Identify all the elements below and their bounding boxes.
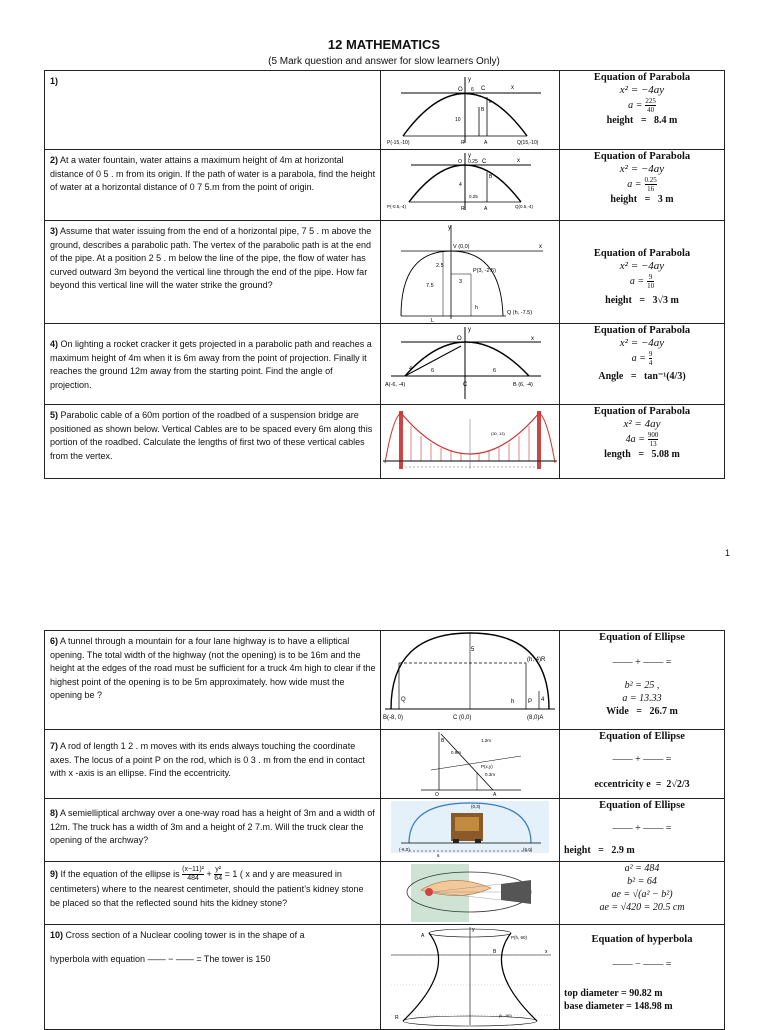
fig-label: 4 (409, 366, 413, 372)
cooling-tower-hyperbola-figure (381, 925, 559, 1029)
answer-a-numerator: 9 (648, 273, 653, 281)
fig-label: 0.3m (485, 772, 496, 777)
answer-cell (560, 150, 725, 221)
question-text: Assume that water issuing from the end of a horizontal pipe, 7 5 . m above the ground, describes a parabolic path. The vertex of the parabolic path is at the end of the pipe. At a position 2 5 . m below the line of the pipe, the flow of water has curved outward 3m beyond the vertical line through the end of the pipe. How far beyond this vertical line will the water strike the ground? (50, 226, 372, 290)
question-cell (45, 150, 381, 221)
question-text: A tunnel through a mountain for a four lane highway is to have a elliptical opening. The total width of the highway (not the opening) is to be 16m and the height at the edges of the road must be sufficient for a truck 4m high to clear if the highest point of the opening is to be 5m approximately. how wide must the opening be ? (50, 636, 376, 700)
fig-label: R (461, 140, 465, 146)
answer-cell (560, 324, 725, 405)
question-cell (45, 221, 381, 324)
fig-label: O (458, 159, 462, 165)
table-row (45, 150, 725, 221)
fig-label: P(-15,-10) (387, 140, 410, 146)
answer-line: ae = √(a² − b²) (611, 889, 673, 900)
fig-label: C (463, 382, 468, 388)
page-subtitle: (5 Mark question and answer for slow learners Only) (268, 56, 500, 67)
fig-label: P(3, -2.5) (473, 268, 496, 274)
equation-equals: = 1 (224, 868, 238, 879)
answer-a-denominator: 16 (647, 185, 655, 193)
equation-plus: + (206, 868, 212, 879)
fig-label: 0.9m (451, 750, 462, 755)
fig-label: (-6,0) (399, 847, 410, 852)
answer-result-value: 3√3 m (652, 295, 679, 306)
question-cell (45, 405, 381, 479)
fig-label: O (458, 87, 463, 93)
answer-result-eq: = (639, 295, 646, 306)
table-row (45, 324, 725, 405)
question-text-line2: hyperbola with equation —— − —— = The tower is 150 (50, 953, 271, 964)
answer-result-label: Wide (606, 706, 629, 717)
fig-label: 2.5 (436, 263, 444, 269)
question-text: At a water fountain, water attains a maximum height of 4m at horizontal distance of 0 5 . m from its origin. If the path of water is a parabola, find the height of water at a horizontal distance of 0 7 5.m from the point of origin. (50, 155, 376, 192)
fig-label: P(h, 60) (511, 935, 528, 940)
answer-cell (560, 799, 725, 862)
answer-result-label: height (605, 295, 632, 306)
fig-label: (k, -90) (499, 1013, 512, 1018)
answer-line: b² = 64 (627, 876, 657, 887)
fig-label: A(-6, -4) (385, 382, 406, 388)
answer-result-label: height (606, 115, 634, 126)
equation-denominator: 64 (214, 875, 223, 882)
answer-cell (560, 71, 725, 150)
parabola-figure-1 (381, 71, 559, 149)
fig-label: A (421, 933, 425, 939)
table-row (45, 730, 725, 799)
question-number: 1) (50, 76, 59, 86)
fig-label: 6 (493, 368, 497, 374)
rod-ellipse-figure (381, 730, 559, 798)
page-title: 12 MATHEMATICS (327, 37, 441, 52)
answer-equation: x² = −4ay (619, 84, 665, 96)
answer-result-base: base diameter = 148.98 m (564, 1001, 673, 1012)
answer-heading: Equation of hyperbola (591, 934, 693, 945)
page-2 (0, 580, 768, 1024)
answer-line: —— + —— = (612, 657, 672, 668)
fig-label: 10 (455, 117, 461, 123)
table-row (45, 631, 725, 730)
question-text-intro: If the equation of the ellipse is (60, 868, 180, 879)
figure-cell (381, 221, 560, 324)
fig-label: C (0,0) (453, 715, 472, 721)
answer-heading: Equation of Parabola (593, 248, 691, 259)
fig-label: A (484, 206, 488, 212)
question-number: 6) (50, 636, 59, 646)
table-row (45, 862, 725, 925)
figure-cell (381, 324, 560, 405)
answer-result-value: 8.4 m (654, 115, 678, 126)
fig-label: 5 (471, 647, 475, 653)
question-cell (45, 730, 381, 799)
fig-label: B (481, 107, 485, 113)
answer-cell (560, 405, 725, 479)
answer-heading: Equation of Parabola (593, 406, 691, 417)
fig-label: x (531, 336, 534, 342)
answer-equation: x² = −4ay (619, 260, 665, 272)
fig-label: k (489, 99, 492, 105)
fig-label: 6 (431, 368, 435, 374)
answer-a-denominator: 40 (647, 106, 655, 114)
answer-result-eq: = (630, 371, 637, 382)
question-cell (45, 925, 381, 1030)
bridge-figure (381, 405, 559, 478)
parabola-figure-2 (381, 150, 559, 220)
answer-a-label: a = (628, 100, 643, 111)
fig-label: h (475, 305, 479, 311)
fig-label: 1.2m (481, 738, 492, 743)
fig-label: Q (401, 697, 406, 703)
tunnel-ellipse-figure (381, 631, 559, 729)
answer-a-denominator: 13 (649, 440, 657, 448)
fig-label: B(-8, 0) (383, 715, 404, 721)
question-table-1 (44, 70, 725, 479)
answer-a-numerator: 0.25 (644, 176, 657, 184)
fig-label: 7.5 (426, 283, 434, 289)
answer-result-label: eccentricity e (594, 779, 651, 790)
fig-label: P (528, 699, 533, 705)
answer-a-label: a = (629, 276, 645, 287)
answer-a-numerator: 9 (648, 350, 653, 358)
answer-equation: x² = −4ay (619, 163, 665, 175)
fig-label: 6 (471, 87, 474, 93)
fig-label: y (448, 225, 451, 231)
figure-cell (381, 925, 560, 1030)
answer-result-eq: = (636, 706, 642, 717)
answer-result-eq: = (638, 449, 645, 460)
question-text: A rod of length 1 2 . m moves with its ends always touching the coordinate axes. The locus of a point P on the rod, which is 0 3 . m from the end in contact with x -axis is an ellipse. Find the eccentricity. (50, 741, 365, 778)
fig-label: R (461, 206, 465, 212)
answer-line: —— + —— = (612, 823, 672, 834)
question-cell (45, 631, 381, 730)
fig-label: 4 (459, 182, 462, 188)
question-table-2 (44, 630, 725, 1030)
equation-denominator: 484 (187, 875, 199, 882)
answer-result-eq: = (640, 115, 647, 126)
question-text: Cross section of a Nuclear cooling tower is in the shape of a (65, 930, 305, 940)
figure-cell (381, 71, 560, 150)
answer-heading: Equation of Parabola (593, 72, 691, 83)
answer-result-top: top diameter = 90.82 m (564, 988, 663, 999)
answer-a-label: 4a = (625, 434, 645, 445)
question-number: 3) (50, 226, 59, 236)
figure-cell (381, 862, 560, 925)
answer-line: ae = √420 = 20.5 cm (599, 902, 685, 913)
fig-label: L (431, 318, 435, 323)
fig-label: B (493, 949, 497, 955)
fig-label: O (457, 336, 462, 342)
answer-result-value: 2.9 m (611, 845, 635, 856)
table-row (45, 799, 725, 862)
fig-label: y (468, 327, 471, 333)
answer-line: a = 13.33 (622, 693, 662, 704)
answer-result-eq: = (644, 194, 651, 205)
figure-cell (381, 405, 560, 479)
question-number: 7) (50, 741, 59, 751)
fig-label: Q(0.5,-4) (515, 204, 534, 209)
answer-cell (560, 221, 725, 324)
question-number: 9) (50, 868, 59, 879)
fig-label: Q (h, -7.5) (507, 310, 533, 316)
fig-label: 4 (541, 697, 545, 703)
fig-label: (0,3) (471, 804, 481, 809)
table-row (45, 71, 725, 150)
answer-result-value: 3 m (657, 194, 674, 205)
fig-label: x (511, 85, 514, 91)
question-cell (45, 71, 381, 150)
fig-label: x (539, 244, 542, 250)
answer-cell (560, 925, 725, 1030)
question-text: Parabolic cable of a 60m portion of the roadbed of a suspension bridge are positioned as shown below. Vertical Cables are to be spaced every 6m along this portion of the roadbed. Calculate the lengths of first two of these vertical cables from the vertex. (50, 410, 373, 461)
fig-label: B (489, 174, 493, 180)
answer-result-value: 2√2/3 (666, 779, 690, 790)
answer-a-numerator: 225 (645, 97, 656, 105)
answer-result-value: tan⁻¹(4/3) (644, 371, 686, 382)
figure-cell (381, 150, 560, 221)
fig-label: C (482, 159, 487, 165)
fig-label: (h, 4)R (527, 657, 546, 663)
answer-result-label: height (564, 845, 591, 856)
figure-cell (381, 730, 560, 799)
fig-label: Q(15,-10) (517, 140, 539, 146)
answer-result-value: 26.7 m (649, 706, 678, 717)
fig-label: x (517, 158, 520, 164)
fig-label: y (468, 77, 471, 83)
question-text: On lighting a rocket cracker it gets projected in a parabolic path and reaches a maximum height of 4m when it is 6m away from the point of projection. Finally it reaches the ground 12m away from the starting point. Find the angle of projection. (50, 339, 372, 390)
answer-a-denominator: 4 (648, 359, 653, 367)
answer-cell (560, 730, 725, 799)
answer-heading: Equation of Ellipse (599, 632, 685, 643)
question-text: ( x and y are measured in centimeters) where to the nearest centimeter, should the patient’s kidney stone be placed so that the reflected sound hits the kidney stone? (50, 868, 364, 908)
fig-label: B (441, 738, 445, 744)
answer-a-label: a = (631, 353, 646, 364)
fig-label: 3 (459, 279, 463, 285)
fig-label: B (6, -4) (513, 382, 533, 388)
answer-a-label: a = (627, 179, 642, 190)
question-cell (45, 799, 381, 862)
fig-label: (30, 13) (491, 431, 505, 436)
fig-label: V (0,0) (453, 244, 470, 250)
answer-cell (560, 631, 725, 730)
answer-a-denominator: 10 (647, 282, 655, 290)
answer-a-numerator: 900 (647, 431, 659, 439)
fig-label: R (395, 1015, 399, 1021)
fig-label: y (472, 927, 475, 933)
fig-label: A (484, 140, 488, 146)
fig-label: O (435, 792, 439, 798)
fig-label: 6 (437, 853, 440, 858)
question-text: A semielliptical archway over a one-way road has a height of 3m and a width of 12m. The truck has a width of 3m and a height of 2 7.m. Will the truck clear the opening of the archway? (50, 808, 375, 845)
question-number: 4) (50, 339, 59, 349)
table-row (45, 221, 725, 324)
answer-heading: Equation of Ellipse (599, 731, 685, 742)
figure-cell (381, 631, 560, 730)
answer-result-eq: = (655, 779, 662, 790)
question-cell (45, 324, 381, 405)
answer-result-label: Angle (598, 371, 624, 382)
parabola-figure-4 (381, 324, 559, 404)
fig-label: y (468, 153, 471, 159)
answer-cell (560, 862, 725, 925)
equation-numerator: (x−11)² (182, 866, 204, 873)
fig-label: P(-0.5,-4) (387, 204, 407, 209)
fig-label: 0.25 (468, 159, 478, 165)
answer-heading: Equation of Parabola (593, 151, 691, 162)
answer-result-label: length (604, 449, 631, 460)
fig-label: P(x,y) (481, 764, 493, 769)
question-number: 10) (50, 930, 64, 940)
fig-label: 0.25 (469, 194, 478, 199)
fig-label: h (511, 699, 515, 705)
question-number: 5) (50, 410, 59, 420)
figure-cell (381, 799, 560, 862)
kidney-lithotripter-figure (381, 862, 559, 924)
fig-label: (8,0)A (527, 715, 544, 721)
answer-line: —— − —— = (612, 959, 672, 970)
answer-line: a² = 484 (624, 863, 660, 874)
answer-result-eq: = (598, 845, 604, 856)
question-number: 8) (50, 808, 59, 818)
page-number: 1 (725, 548, 731, 558)
question-number: 2) (50, 155, 59, 165)
fig-label: x (545, 949, 548, 955)
fig-label: (6,0) (523, 847, 533, 852)
question-cell (45, 862, 381, 925)
answer-line: —— + —— = (612, 754, 672, 765)
answer-equation: x² = 4ay (623, 418, 661, 430)
equation-numerator: y² (215, 866, 222, 873)
answer-heading: Equation of Parabola (593, 325, 691, 336)
answer-heading: Equation of Ellipse (599, 800, 685, 811)
table-row (45, 405, 725, 479)
answer-result-value: 5.08 m (651, 449, 680, 460)
fig-label: A (493, 792, 497, 798)
answer-equation: x² = −4ay (619, 337, 665, 349)
archway-figure (381, 799, 559, 861)
answer-line: b² = 25 , (624, 680, 660, 691)
parabola-figure-3 (381, 221, 559, 323)
fig-label: C (481, 86, 486, 92)
table-row (45, 925, 725, 1030)
answer-result-label: height (610, 194, 638, 205)
